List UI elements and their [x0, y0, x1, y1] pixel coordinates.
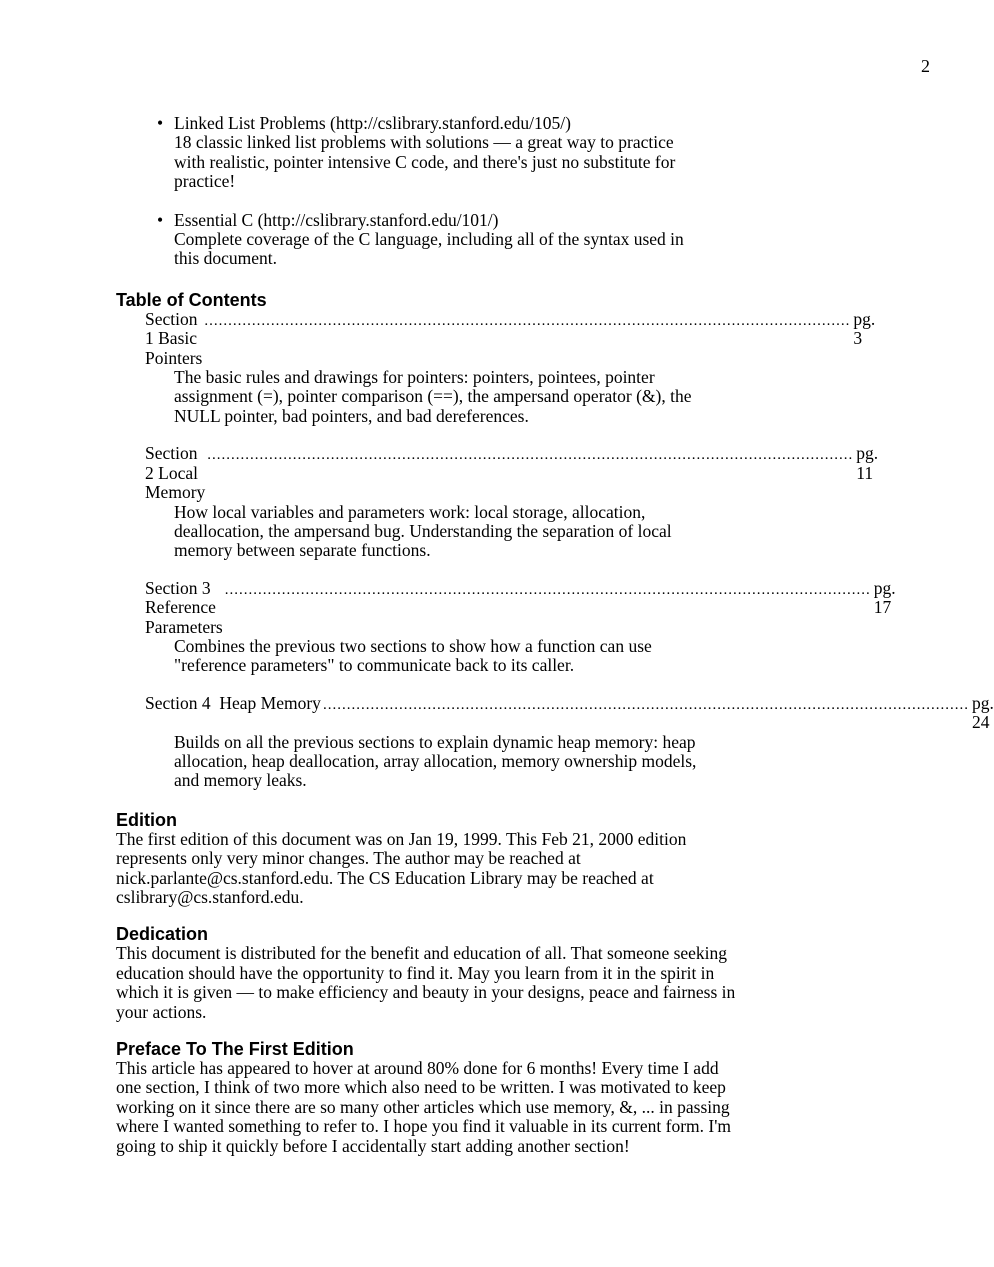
preface-heading: Preface To The First Edition [116, 1039, 354, 1060]
toc-description-line: Builds on all the previous sections to explain dynamic heap memory: heap [174, 731, 696, 752]
paragraph-line: The first edition of this document was on Jan 19, 1999. This Feb 21, 2000 edition [116, 828, 687, 849]
paragraph-line: represents only very minor changes. The author may be reached at [116, 848, 581, 869]
toc-entry-description [174, 733, 764, 791]
toc-description-line: deallocation, the ampersand bug. Understanding the separation of local [174, 520, 672, 541]
paragraph-line: nick.parlante@cs.stanford.edu. The CS Education Library may be reached at [116, 867, 654, 888]
toc-leader-dots: ........................................................................................................................................ [204, 312, 851, 329]
bullet-marker: • [157, 209, 164, 230]
toc-entry-title: Section 1 Basic Pointers [145, 308, 203, 368]
paragraph-line: which it is given — to make efficiency and beauty in your designs, peace and fairness in [116, 982, 736, 1003]
page-number: 2 [921, 56, 930, 76]
toc-description-line: The basic rules and drawings for pointers: pointers, pointees, pointer [174, 367, 655, 388]
bullet-title: Linked List Problems (http://cslibrary.stanford.edu/105/) [174, 113, 571, 133]
preface-paragraph [116, 1059, 806, 1156]
toc-leader-dots: ........................................................................................................................................ [322, 696, 969, 713]
toc-entry-section-1 [145, 308, 876, 426]
toc-description-line: memory between separate functions. [174, 540, 431, 561]
toc-entry-description [174, 503, 764, 561]
bullet-line: Complete coverage of the C language, including all of the syntax used in [174, 229, 684, 250]
paragraph-line: education should have the opportunity to find it. May you learn from it in the spirit in [116, 962, 715, 983]
paragraph-line: This document is distributed for the benefit and education of all. That someone seeking [116, 943, 728, 964]
bullet-line: this document. [174, 248, 278, 269]
paragraph-line: where I wanted something to refer to. I hope you find it valuable in its current form. I'm [116, 1116, 731, 1137]
toc-entry-page: pg. 3 [853, 308, 876, 349]
toc-description-line: and memory leaks. [174, 770, 307, 791]
toc-entry-description [174, 637, 764, 676]
toc-entry-line [145, 577, 896, 637]
toc-description-line: allocation, heap deallocation, array allocation, memory ownership models, [174, 750, 697, 771]
paragraph-line: one section, I think of two more which also need to be written. I was motivated to keep [116, 1077, 726, 1098]
toc-entry-section-3 [145, 577, 896, 676]
toc-entry-page: pg. 24 [971, 692, 994, 733]
dedication-heading: Dedication [116, 924, 209, 945]
bullet-marker: • [157, 113, 164, 133]
toc-entry-section-2 [145, 443, 879, 561]
bullet-line: practice! [174, 171, 236, 192]
toc-entry-title: Section 4 Heap Memory [145, 692, 321, 713]
paragraph-line: working on it since there are so many other articles which use memory, &, ... in passing [116, 1096, 730, 1117]
reference-bullet-linked-list [157, 113, 764, 192]
toc-description-line: "reference parameters" to communicate back to its caller. [174, 655, 575, 676]
paragraph-line: your actions. [116, 1001, 207, 1022]
toc-entry-line [145, 308, 876, 368]
reference-bullet-essential-c [157, 209, 764, 269]
toc-entry-section-4 [145, 692, 994, 791]
bullet-line: 18 classic linked list problems with solutions — a great way to practice [174, 132, 674, 153]
document-body [116, 113, 994, 1173]
paragraph-line: This article has appeared to hover at around 80% done for 6 months! Every time I add [116, 1058, 719, 1079]
toc-entry-title: Section 2 Local Memory [145, 443, 206, 503]
toc-heading: Table of Contents [116, 289, 267, 310]
toc-entry-line [145, 692, 994, 733]
toc-leader-dots: ........................................................................................................................................ [224, 581, 871, 598]
paragraph-line: cslibrary@cs.stanford.edu. [116, 887, 304, 907]
paragraph-line: going to ship it quickly before I accidentally start adding another section! [116, 1135, 630, 1156]
edition-paragraph [116, 830, 806, 908]
toc-entry-description [174, 368, 764, 426]
toc-entry-line [145, 443, 879, 503]
toc-entry-title: Section 3 Reference Parameters [145, 577, 223, 637]
edition-heading: Edition [116, 809, 177, 830]
toc-description-line: NULL pointer, bad pointers, and bad dereferences. [174, 405, 529, 426]
toc-description-line: Combines the previous two sections to show how a function can use [174, 635, 652, 656]
toc-entry-page: pg. 17 [873, 577, 896, 618]
toc-entry-page: pg. 11 [856, 443, 879, 483]
bullet-line: with realistic, pointer intensive C code, and there's just no substitute for [174, 151, 676, 172]
toc-leader-dots: ........................................................................................................................................ [207, 447, 854, 464]
toc-description-line: How local variables and parameters work: local storage, allocation, [174, 501, 646, 522]
toc-description-line: assignment (=), pointer comparison (==), the ampersand operator (&), the [174, 386, 692, 407]
bullet-title: Essential C (http://cslibrary.stanford.edu/101/) [174, 209, 499, 230]
dedication-paragraph [116, 944, 806, 1022]
